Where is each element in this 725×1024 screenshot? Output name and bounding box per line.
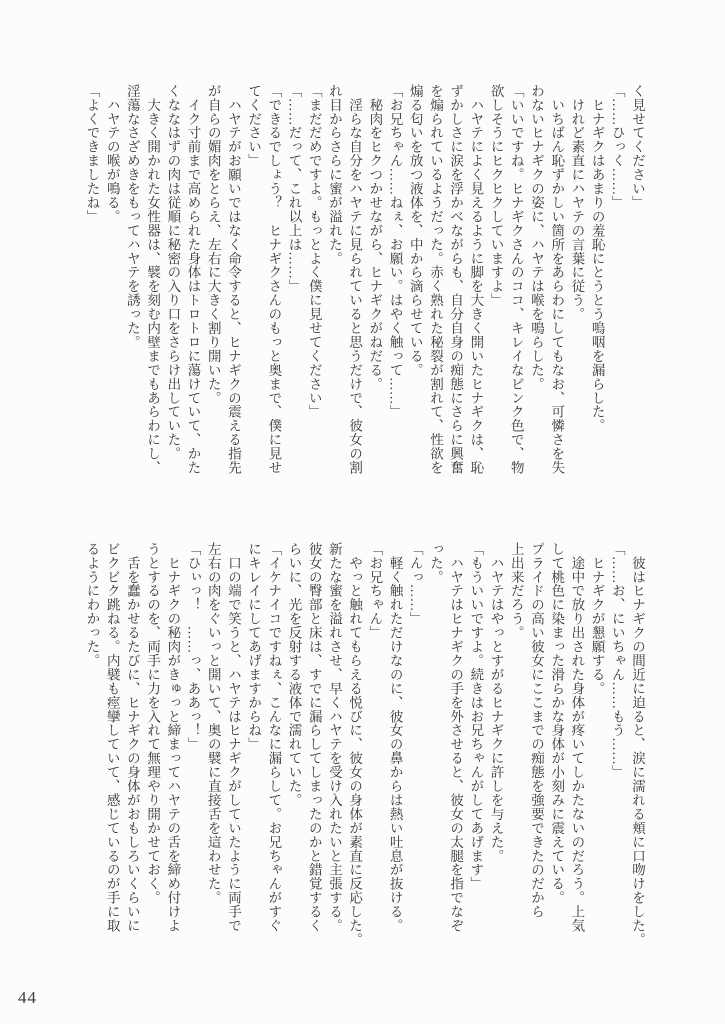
text-line: てください」 — [246, 84, 262, 168]
text-block-bottom — [81, 542, 647, 947]
text-line: して桃色に染まった滑らかな身体が小刻みに震えている。 — [549, 542, 565, 905]
text-line: 「よくできましたね」 — [84, 84, 100, 224]
text-line: 淫蕩なさざめきをもってハヤテを誘った。 — [124, 84, 140, 350]
text-line: 「いいですね。ヒナギクさんのココ、キレイなピンク色で、物 — [508, 84, 524, 475]
text-line: 彼はヒナギクの間近に迫ると、涙に濡れる頬に口吻けをした。 — [630, 542, 645, 947]
text-line: 新たな蜜を溢れさせ、早くハヤテを受け入れたいと主張する。 — [326, 542, 342, 933]
text-line: イク寸前まで高められた身体はトロトロに蕩けていて、かた — [185, 84, 201, 475]
text-line: く見せてください」 — [630, 84, 645, 210]
text-line: 「イケナイコですねぇ、こんなに漏らして。お兄ちゃんがすぐ — [266, 542, 282, 933]
text-line: 「……お、にいちゃん……もう……」 — [609, 542, 625, 780]
text-line: 「ひぃっ！ ……っ、ああっ！」 — [185, 542, 201, 752]
text-line: 淫らな自分をハヤテに見られていると思うだけで、彼女の割 — [347, 84, 363, 475]
text-line: 「お兄ちゃん……ねぇ、お願い。はやく触って……」 — [387, 84, 403, 419]
text-line: らいに、光を反射する液体で濡れていた。 — [286, 542, 302, 808]
text-line: ハヤテによく見えるように脚を大きく開いたヒナギクは、恥 — [468, 84, 484, 475]
text-line: ハヤテはヒナギクの手を外させると、彼女の太腿を指でなぞ — [448, 542, 464, 933]
text-line: った。 — [427, 542, 443, 584]
text-line: 左右の肉をぐいっと開いて、奥の襞に直接舌を這わせた。 — [205, 542, 221, 905]
text-line: ヒナギクはあまりの羞恥にとうとう嗚咽を漏らした。 — [589, 84, 605, 433]
text-line: 欲しそうにヒクヒクしていますよ」 — [488, 84, 504, 308]
text-line: くななはずの肉は従順に秘密の入り口をさらけ出していた。 — [165, 84, 181, 461]
text-line: やっと触れてもらえる悦びに、彼女の身体が素直に反応した。 — [347, 542, 363, 947]
text-line: 口の端で笑うと、ハヤテはヒナギクがしていたように両手で — [225, 542, 241, 933]
text-line: 「……だって、これ以上は……」 — [286, 84, 302, 294]
text-line: るようにわかった。 — [84, 542, 100, 668]
text-line: ずかしさに涙を浮かべながらも、自分自身の痴態にさらに興奮 — [448, 84, 464, 475]
text-line: けれど素直にハヤテの言葉に従う。 — [569, 84, 585, 322]
text-line: 上出来だろう。 — [508, 542, 524, 640]
text-line: 煽る匂いを放つ液体を、中から滴らせている。 — [407, 84, 423, 377]
text-line: 「できるでしょう？ ヒナギクさんのもっと奥まで、僕に見せ — [266, 84, 282, 475]
text-line: 秘肉をヒクつかせながら、ヒナギクがねだる。 — [367, 84, 383, 391]
text-line: 「んっ……」 — [407, 542, 423, 626]
text-line: 彼女の臀部と床は、すでに漏らしてしまったのかと錯覚するく — [306, 542, 322, 933]
text-line: ハヤテがお願いではなく命令すると、ヒナギクの震える指先 — [225, 84, 241, 475]
text-line: を煽られているようだった。赤く熟れた秘裂が割れて、性欲を — [427, 84, 443, 475]
text-line: 軽く触れただけなのに、彼女の鼻からは熱い吐息が抜ける。 — [387, 542, 403, 933]
text-block-top — [81, 84, 647, 475]
text-line: ハヤテはやっとすがるヒナギクに許しを与えた。 — [488, 542, 504, 863]
text-line: プライドの高い彼女にここまでの痴態を強要できたのだから — [528, 542, 544, 919]
text-line: 「もういいですよ。続きはお兄ちゃんがしてあげます」 — [468, 542, 484, 891]
text-line: れ目からさらに蜜が溢れた。 — [326, 84, 342, 266]
text-line: 途中で放り出された身体が疼いてしかたないのだろう。上気 — [569, 542, 585, 933]
page-number: 44 — [18, 988, 37, 1007]
text-line: わないヒナギクの姿に、ハヤテは喉を鳴らした。 — [528, 84, 544, 391]
text-line: ビクビク跳ねる。内襞も痙攣していて、感じているのが手に取 — [104, 542, 120, 933]
text-line: が自らの媚肉をとらえ、左右に大きく割り開いた。 — [205, 84, 221, 405]
text-line: 舌を蠢かせるたびに、ヒナギクの身体がおもしろいくらいに — [124, 542, 140, 933]
text-line: いちばん恥ずかしい箇所をあらわにしてもなお、可憐さを失 — [549, 84, 565, 475]
text-line: うとするのを、両手に力を入れて無理やり開かせておく。 — [145, 542, 161, 905]
text-line: 「お兄ちゃん」 — [367, 542, 383, 640]
text-line: ハヤテの喉が鳴る。 — [104, 84, 120, 224]
text-line: 「まだだめですよ。もっとよく僕に見せてください」 — [306, 84, 322, 419]
text-line: 大きく開かれた女性器は、襞を刻む内壁までもあらわにし、 — [145, 84, 161, 475]
text-line: ヒナギクが懇願する。 — [589, 542, 605, 696]
text-line: ヒナギクの秘肉がきゅっと締まってハヤテの舌を締め付けよ — [165, 542, 181, 933]
text-line: 「……ひっく……」 — [609, 84, 625, 210]
text-line: にキレイにしてあげますからね」 — [246, 542, 262, 752]
